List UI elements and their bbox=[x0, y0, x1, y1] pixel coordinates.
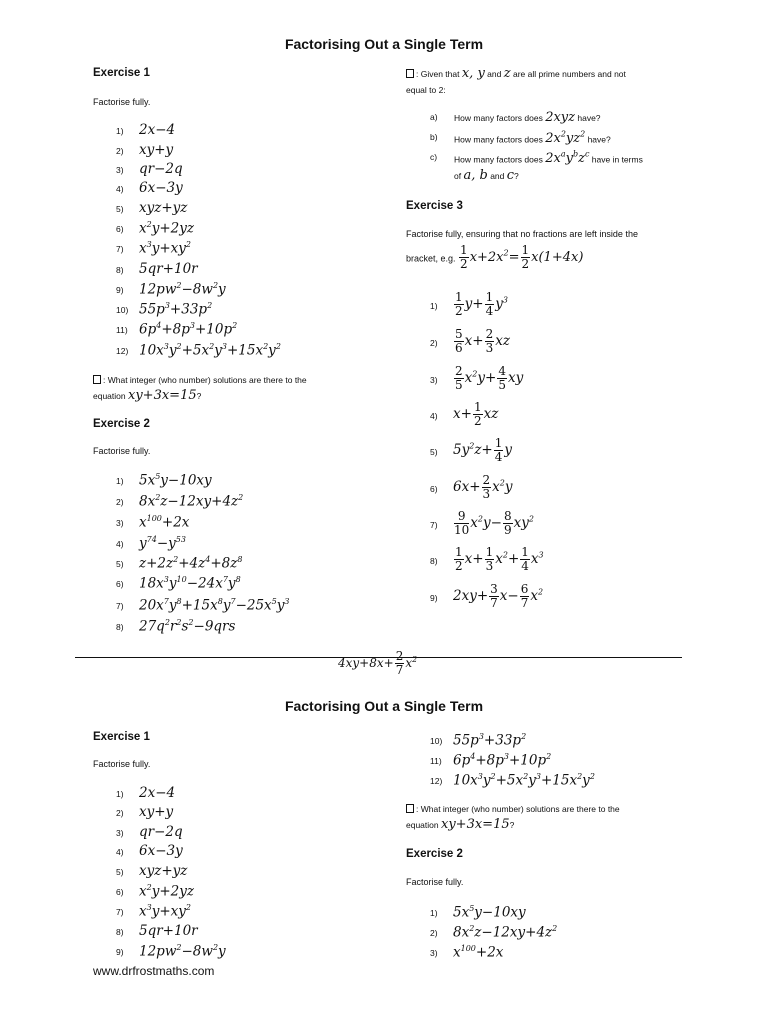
exercise-2-instruction-repeat: Factorise fully. bbox=[406, 877, 464, 887]
footer-url: www.drfrostmaths.com bbox=[93, 964, 215, 978]
star-icon bbox=[406, 69, 414, 78]
integer-solutions-question-repeat: : What integer (who number) solutions are there to the equation xy+3x=15? bbox=[406, 804, 620, 832]
exercise-3-example: bracket, e.g. $\frac{1}{2}$ $x+2x^2=$ $\frac{1}{2}$ x(1+4x) bbox=[406, 243, 584, 271]
integer-solutions-question: : What integer (who number) solutions are there to the equation xy+3x=15? bbox=[93, 375, 307, 403]
page-title: Factorising Out a Single Term bbox=[284, 36, 484, 52]
exercise-3-heading: Exercise 3 bbox=[406, 200, 463, 212]
question-c-line2: of a, b and c? bbox=[454, 168, 519, 183]
exercise-1-instruction-repeat: Factorise fully. bbox=[93, 759, 151, 769]
overflow-expression: 4xy+8x+ $\frac{2}{7}$ $x^2$ bbox=[338, 649, 418, 677]
exercise-1-heading-repeat: Exercise 1 bbox=[93, 731, 150, 743]
star-icon bbox=[93, 375, 101, 384]
exercise-2-heading-repeat: Exercise 2 bbox=[406, 848, 463, 860]
exercise-1-instruction: Factorise fully. bbox=[93, 97, 151, 107]
star-icon bbox=[406, 804, 414, 813]
page-title-repeat: Factorising Out a Single Term bbox=[284, 698, 484, 714]
exercise-1-heading: Exercise 1 bbox=[93, 67, 150, 79]
exercise-2-instruction: Factorise fully. bbox=[93, 446, 151, 456]
page-divider bbox=[75, 657, 682, 658]
exercise-2-heading: Exercise 2 bbox=[93, 418, 150, 430]
exercise-3-instruction: Factorise fully, ensuring that no fractions are left inside the bbox=[406, 229, 638, 239]
prime-factors-question: : Given that x, y and z are all prime numbers and not equal to 2: bbox=[406, 66, 626, 95]
